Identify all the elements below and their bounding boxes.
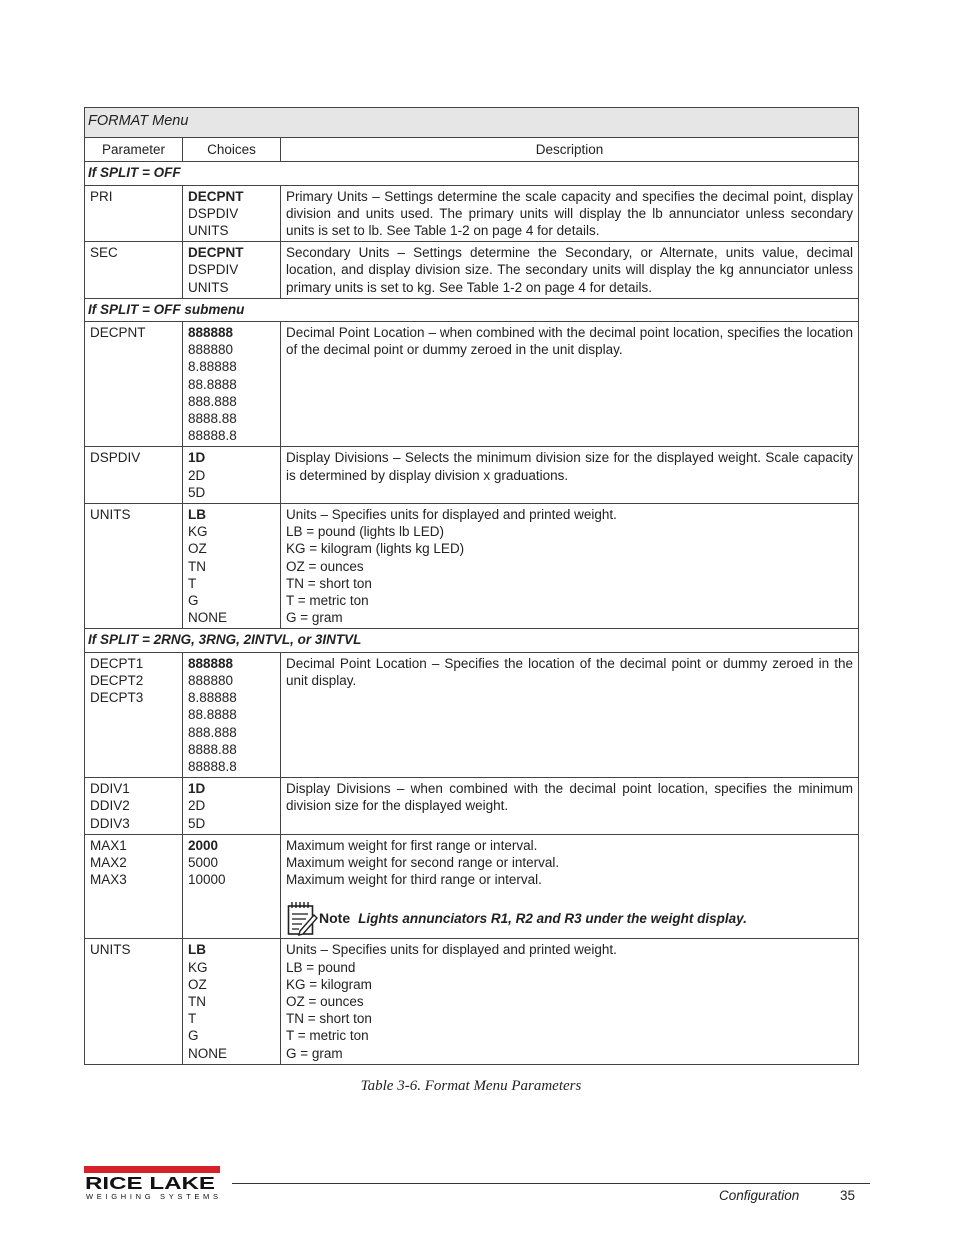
- parameter-cell: [85, 185, 183, 242]
- table-row: [85, 652, 859, 777]
- choice-option: NONE: [188, 1045, 228, 1061]
- section-heading: If SPLIT = OFF submenu: [85, 298, 859, 321]
- parameter-cell: [85, 939, 183, 1064]
- choice-option: T: [188, 1011, 197, 1027]
- choice-option: KG: [188, 959, 208, 975]
- section-heading: If SPLIT = 2RNG, 3RNG, 2INTVL, or 3INTVL: [85, 629, 859, 652]
- description-text: Decimal Point Location – Specifies the location of the decimal point or dummy zeroed in the unit display.: [286, 655, 854, 688]
- description-text: OZ = ounces: [286, 558, 364, 574]
- choices-cell: [183, 834, 281, 939]
- choice-option: 8.88888: [188, 690, 237, 706]
- rice-lake-logo: [84, 1166, 222, 1202]
- parameter-name: DECPT1: [90, 655, 144, 671]
- table-row: [85, 185, 859, 242]
- default-choice: 888888: [188, 325, 234, 341]
- description-cell: [281, 322, 859, 447]
- description-cell: [281, 939, 859, 1064]
- parameter-cell: [85, 834, 183, 939]
- choices-cell: [183, 185, 281, 242]
- choice-option: OZ: [188, 541, 207, 557]
- page-number: 35: [840, 1188, 856, 1203]
- table-header-row: [85, 138, 859, 162]
- logo-tagline: WEIGHING SYSTEMS: [86, 1192, 218, 1201]
- parameter-cell: [85, 778, 183, 835]
- choice-option: DSPDIV: [188, 205, 239, 221]
- choice-option: 888.888: [188, 724, 237, 740]
- parameter-name: DECPNT: [90, 325, 146, 341]
- choice-option: 8.88888: [188, 359, 237, 375]
- description-text: Units – Specifies units for displayed and printed weight.: [286, 942, 617, 958]
- parameter-name: DECPT3: [90, 690, 144, 706]
- default-choice: 1D: [188, 450, 206, 466]
- choice-option: 88888.8: [188, 428, 237, 444]
- choice-option: NONE: [188, 610, 228, 626]
- description-text: Maximum weight for second range or interval.: [286, 854, 560, 870]
- footer-section-name: Configuration: [719, 1188, 800, 1203]
- parameter-cell: [85, 447, 183, 504]
- table-title: FORMAT Menu: [85, 108, 859, 138]
- description-cell: [281, 242, 859, 299]
- choice-option: G: [188, 593, 199, 609]
- parameter-cell: [85, 652, 183, 777]
- choice-option: 88888.8: [188, 758, 237, 774]
- parameter-name: UNITS: [90, 942, 131, 958]
- choice-option: 888.888: [188, 393, 237, 409]
- choice-option: TN: [188, 558, 206, 574]
- description-text: Display Divisions – when combined with the decimal point location, specifies the minimum division size for the displayed weight.: [286, 781, 854, 814]
- parameter-name: DECPT2: [90, 672, 144, 688]
- choices-cell: [183, 652, 281, 777]
- choice-option: 88.8888: [188, 707, 237, 723]
- description-text: OZ = ounces: [286, 993, 364, 1009]
- description-text: Primary Units – Settings determine the scale capacity and specifies the decimal point, display division and units used. The primary units will display the lb annunciator unless secondary units is set to lb. See Table 1-2 on page 4 for details.: [286, 188, 854, 239]
- note-text: Lights annunciators R1, R2 and R3 under the weight display.: [358, 910, 747, 926]
- table-row: [85, 778, 859, 835]
- parameter-name: DDIV2: [90, 798, 130, 814]
- table-row: [85, 447, 859, 504]
- choice-option: 888880: [188, 342, 234, 358]
- note-label: Note: [319, 909, 351, 926]
- section-heading-row: [85, 298, 859, 321]
- section-heading: If SPLIT = OFF: [85, 162, 859, 185]
- choice-option: G: [188, 1028, 199, 1044]
- default-choice: LB: [188, 942, 206, 958]
- choice-option: 5000: [188, 854, 219, 870]
- description-cell: [281, 652, 859, 777]
- section-heading-row: [85, 162, 859, 185]
- table-row: [85, 834, 859, 939]
- description-text: KG = kilogram: [286, 976, 372, 992]
- parameter-name: MAX3: [90, 872, 127, 888]
- choice-option: 2D: [188, 467, 206, 483]
- description-cell: [281, 185, 859, 242]
- description-text: G = gram: [286, 610, 343, 626]
- description-text: TN = short ton: [286, 575, 372, 591]
- choice-option: 8888.88: [188, 411, 237, 427]
- choice-option: UNITS: [188, 223, 229, 239]
- default-choice: LB: [188, 507, 206, 523]
- parameter-cell: [85, 504, 183, 629]
- logo-wordmark: RICE LAKE: [85, 1173, 215, 1193]
- default-choice: DECPNT: [188, 245, 244, 261]
- column-header-description: Description: [281, 138, 859, 162]
- default-choice: 1D: [188, 781, 206, 797]
- description-text: Display Divisions – Selects the minimum division size for the displayed weight. Scale capacity is determined by display division x graduations.: [286, 450, 854, 483]
- parameter-name: PRI: [90, 188, 113, 204]
- description-text: KG = kilogram (lights kg LED): [286, 541, 465, 557]
- choice-option: DSPDIV: [188, 262, 239, 278]
- description-cell: [281, 447, 859, 504]
- choice-option: T: [188, 575, 197, 591]
- note-pad-icon: [286, 900, 318, 936]
- parameter-name: UNITS: [90, 507, 131, 523]
- choice-option: TN: [188, 993, 206, 1009]
- default-choice: 888888: [188, 655, 234, 671]
- choice-option: UNITS: [188, 279, 229, 295]
- table-title-row: [85, 108, 859, 138]
- table-body: [85, 162, 859, 1064]
- parameter-cell: [85, 322, 183, 447]
- choice-option: OZ: [188, 976, 207, 992]
- description-text: G = gram: [286, 1045, 343, 1061]
- choices-cell: [183, 447, 281, 504]
- table-row: [85, 322, 859, 447]
- description-text: T = metric ton: [286, 593, 369, 609]
- description-text: Units – Specifies units for displayed and printed weight.: [286, 507, 617, 523]
- choice-option: 88.8888: [188, 376, 237, 392]
- default-choice: 2000: [188, 837, 219, 853]
- choice-option: 5D: [188, 815, 206, 831]
- choice-option: 2D: [188, 798, 206, 814]
- default-choice: DECPNT: [188, 188, 244, 204]
- table-row: [85, 504, 859, 629]
- choice-option: 888880: [188, 672, 234, 688]
- description-text: TN = short ton: [286, 1011, 372, 1027]
- choice-option: KG: [188, 524, 208, 540]
- description-text: LB = pound: [286, 959, 356, 975]
- choice-option: 10000: [188, 872, 226, 888]
- parameter-cell: [85, 242, 183, 299]
- note-callout: [286, 900, 853, 936]
- description-text: T = metric ton: [286, 1028, 369, 1044]
- description-cell: [281, 834, 859, 939]
- section-heading-row: [85, 629, 859, 652]
- parameter-name: DDIV3: [90, 815, 130, 831]
- description-cell: [281, 504, 859, 629]
- choices-cell: [183, 939, 281, 1064]
- choices-cell: [183, 322, 281, 447]
- format-menu-table: [84, 107, 859, 1065]
- column-header-parameter: Parameter: [85, 138, 183, 162]
- parameter-name: DDIV1: [90, 781, 130, 797]
- table-caption: Table 3-6. Format Menu Parameters: [360, 1078, 582, 1094]
- parameter-name: MAX2: [90, 854, 127, 870]
- parameter-name: MAX1: [90, 837, 127, 853]
- column-header-choices: Choices: [183, 138, 281, 162]
- table-row: [85, 939, 859, 1064]
- choices-cell: [183, 242, 281, 299]
- parameter-name: DSPDIV: [90, 450, 141, 466]
- footer-rule: [232, 1183, 870, 1184]
- choice-option: 5D: [188, 484, 206, 500]
- choice-option: 8888.88: [188, 741, 237, 757]
- choices-cell: [183, 778, 281, 835]
- description-text: Maximum weight for third range or interval.: [286, 872, 542, 888]
- description-text: Maximum weight for first range or interval.: [286, 837, 538, 853]
- description-text: Secondary Units – Settings determine the Secondary, or Alternate, units value, decimal location, and display division size. The secondary units will display the kg annunciator unless primary units is set to kg. See Table 1-2 on page 4 for details.: [286, 245, 854, 295]
- description-text: LB = pound (lights lb LED): [286, 524, 444, 540]
- table-row: [85, 242, 859, 299]
- choices-cell: [183, 504, 281, 629]
- parameter-name: SEC: [90, 245, 118, 261]
- description-text: Decimal Point Location – when combined with the decimal point location, specifies the location of the decimal point or dummy zeroed in the unit display.: [286, 325, 854, 358]
- description-cell: [281, 778, 859, 835]
